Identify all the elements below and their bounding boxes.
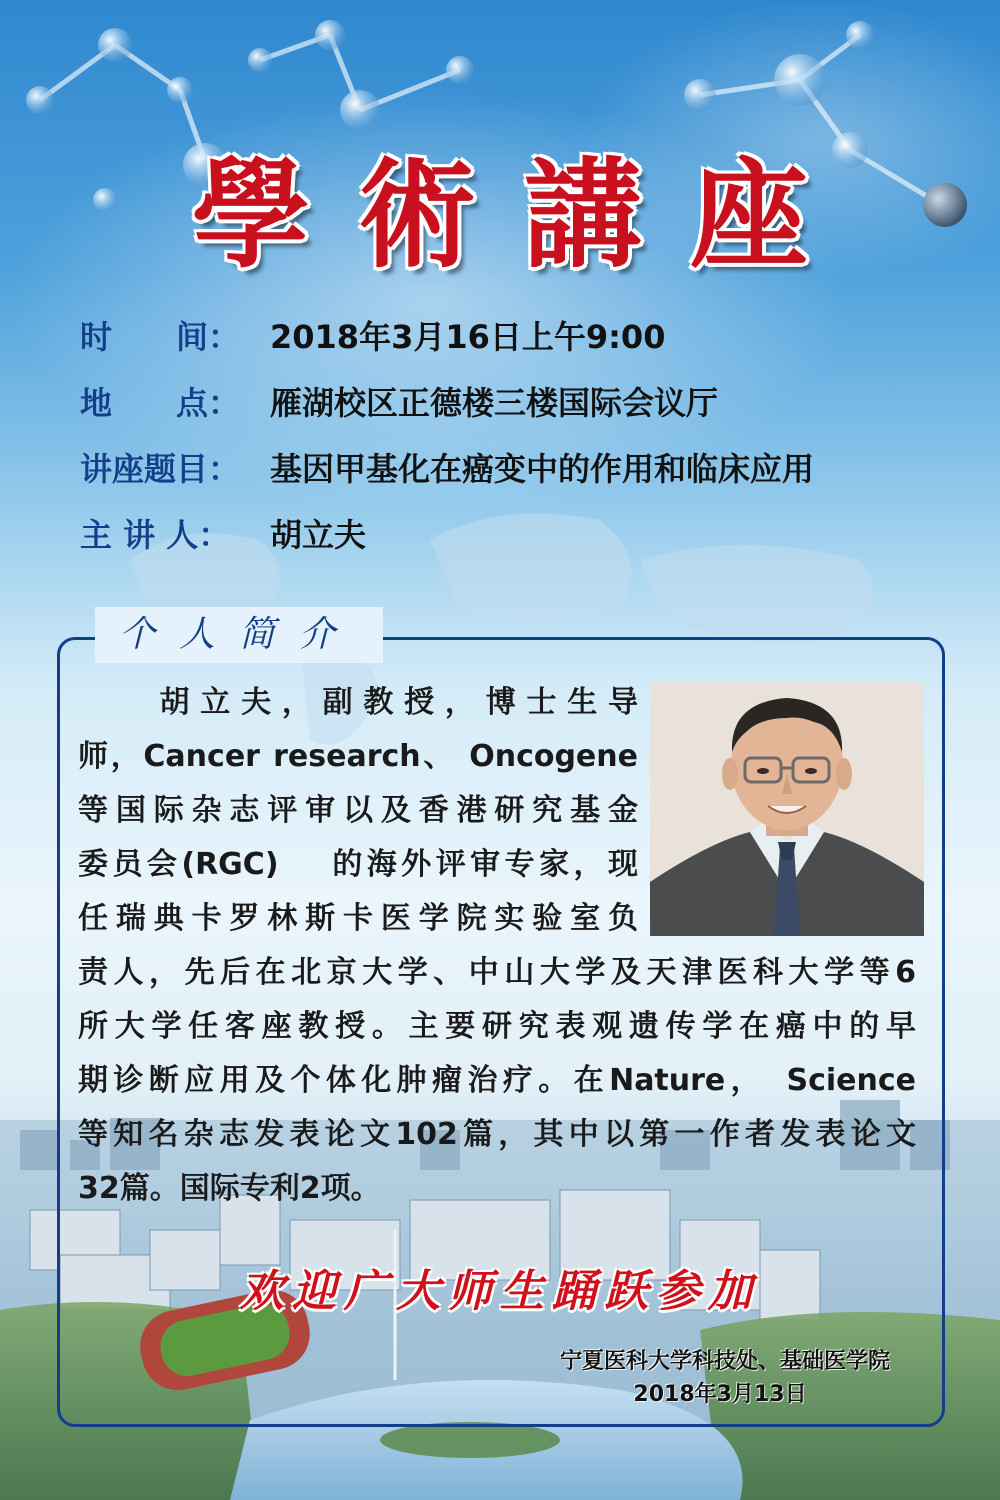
bio-line: 32篇。国际专利2项。 (78, 1171, 381, 1206)
topic-value: 基因甲基化在癌变中的作用和临床应用 (270, 450, 815, 488)
info-speaker (80, 510, 366, 560)
bio-line: 委员会(RGC) 的海外评审专家，现 (78, 847, 638, 882)
bio-line: 等知名杂志发表论文102篇，其中以第一作者发表论文 (78, 1117, 916, 1152)
speaker-label: 主 讲 人： (80, 516, 231, 554)
info-topic (80, 444, 814, 494)
bio-line: 所大学任客座教授。主要研究表观遗传学在癌中的早 (78, 1009, 916, 1044)
bio-line: 任瑞典卡罗林斯卡医学院实验室负 (78, 901, 638, 936)
place-label: 地 点： (80, 384, 241, 422)
bio-line: 期诊断应用及个体化肿瘤治疗。在Nature， Science (78, 1063, 916, 1098)
poster-title: 學術講座 (191, 145, 856, 284)
issue-date: 2018年3月13日 (633, 1382, 807, 1407)
info-place (80, 378, 718, 428)
bio-line: 胡立夫，副教授，博士生导 (78, 685, 638, 720)
place-value: 雁湖校区正德楼三楼国际会议厅 (270, 384, 719, 422)
time-value: 2018年3月16日上午9:00 (270, 318, 666, 356)
info-time (80, 312, 665, 362)
topic-label: 讲座题目： (80, 450, 241, 488)
profile-heading: 个人简介 (95, 607, 383, 663)
bio-line: 等国际杂志评审以及香港研究基金 (78, 793, 638, 828)
profile-bio (78, 676, 920, 1216)
welcome-slogan: 欢迎广大师生踊跃参加 (240, 1266, 760, 1317)
speaker-value: 胡立夫 (270, 516, 367, 554)
bio-line: 责人，先后在北京大学、中山大学及天津医科大学等6 (78, 955, 916, 990)
organizer: 宁夏医科大学科技处、基础医学院 (559, 1349, 890, 1374)
bio-line: 师，Cancer research、 Oncogene (78, 739, 638, 774)
time-label: 时 间： (80, 318, 241, 356)
